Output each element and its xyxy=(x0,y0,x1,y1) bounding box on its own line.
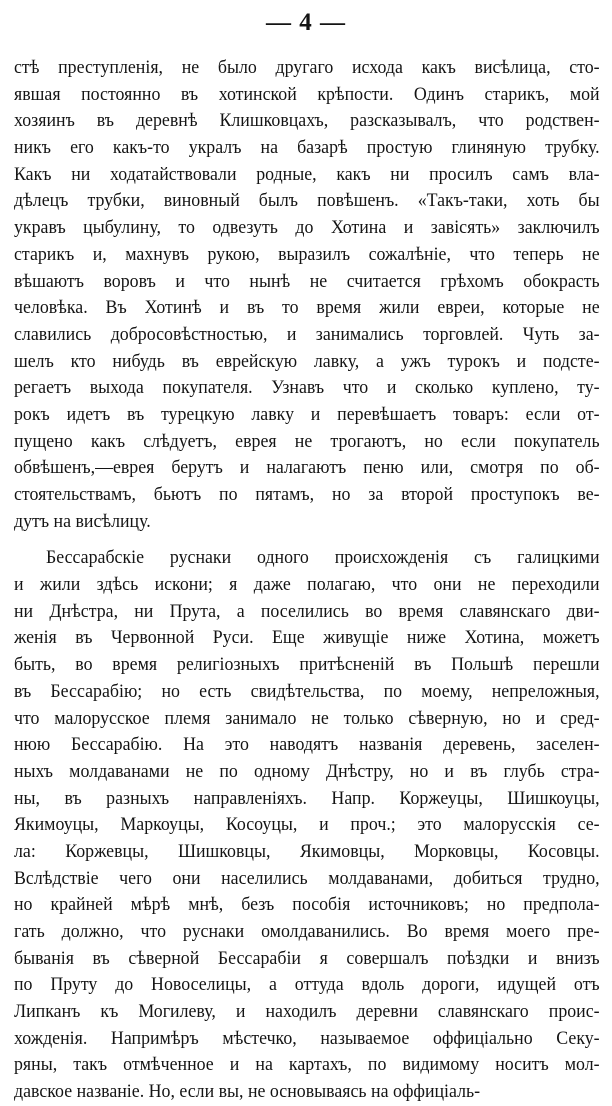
text-line: шелъ кто нибудь въ еврейскую лавку, а ужъ турокъ и подсте- xyxy=(14,350,600,372)
body-text xyxy=(14,55,600,1106)
text-line: никъ его какъ-то укралъ на базарѣ простую глиняную трубку. xyxy=(14,137,600,159)
text-line: ряны, такъ отмѣченное и на картахъ, по видимому носитъ мол- xyxy=(14,1054,600,1076)
text-line: пущено какъ слѣдуетъ, еврея не трогаютъ, но если покупатель xyxy=(14,430,600,452)
text-line: нюю Бессарабію. На это наводятъ названія деревень, заселен- xyxy=(14,734,600,756)
text-line: быть, во время религіозныхъ притѣсненій въ Польшѣ перешли xyxy=(14,654,600,676)
text-line: Какъ ни ходатайствовали родные, какъ ни просилъ самъ вла- xyxy=(14,163,600,185)
text-line: ла: Коржевцы, Шишковцы, Якимовцы, Морковцы, Косовцы. xyxy=(14,840,600,862)
text-line: ныхъ молдаванами не по одному Днѣстру, но и въ глубь стра- xyxy=(14,760,600,782)
text-line: хожденія. Напримѣръ мѣстечко, называемое оффиціально Секу- xyxy=(14,1027,600,1049)
text-line: славились добросовѣстностью, и занимались торговлей. Чуть за- xyxy=(14,323,600,345)
paragraph-gap xyxy=(14,535,600,545)
text-line: хозяинъ въ деревнѣ Клишковцахъ, разсказывалъ, что родствен- xyxy=(14,110,600,132)
text-line: давское названіе. Но, если вы, не основываясь на оффиціаль- xyxy=(14,1081,481,1103)
paragraph xyxy=(14,545,600,1105)
text-line: дутъ на висѣлицу. xyxy=(14,510,151,532)
text-line: что малорусское племя занимало не только сѣверную, но и сред- xyxy=(14,707,600,729)
text-line: въ Бессарабію; но есть свидѣтельства, по моему, непреложныя, xyxy=(14,680,600,702)
text-line: и жили здѣсь искони; я даже полагаю, что они не переходили xyxy=(14,574,600,596)
text-line: рокъ идетъ въ турецкую лавку и перевѣшаетъ товаръ: если от- xyxy=(14,403,600,425)
text-line: Вслѣдствіе чего они населились молдаванами, добиться трудно, xyxy=(14,867,600,889)
text-line: дѣлецъ трубки, виновный былъ повѣшенъ. «Такъ-таки, хоть бы xyxy=(14,190,600,212)
text-line: Липканъ къ Могилеву, и находилъ деревни славянскаго проис- xyxy=(14,1001,600,1023)
text-line: Бессарабскіе руснаки одного происхожденія съ галицкими xyxy=(45,547,600,569)
text-line: ни Днѣстра, ни Прута, а поселились во время славянскаго дви- xyxy=(14,600,600,622)
text-line: ны, въ разныхъ направленіяхъ. Напр. Коржеуцы, Шишкоуцы, xyxy=(14,787,600,809)
text-line: человѣка. Въ Хотинѣ и въ то время жили евреи, которые не xyxy=(14,297,600,319)
text-line: вѣшаютъ воровъ и что нынѣ не считается грѣхомъ обокрасть xyxy=(14,270,600,292)
text-line: гать должно, что руснаки омолдаванились. Во время моего пре- xyxy=(14,921,600,942)
text-line: женія въ Червонной Руси. Еще живущіе ниже Хотина, можетъ xyxy=(14,627,600,649)
text-line: укравъ цыбулину, то одвезуть до Хотина и завісять» заключилъ xyxy=(14,217,600,239)
text-line: Якимоуцы, Маркоуцы, Косоуцы, и проч.; это малорусскія се- xyxy=(14,814,600,836)
text-line: регаетъ выхода покупателя. Узнавъ что и сколько куплено, ту- xyxy=(14,377,600,399)
page-number: — 4 — xyxy=(266,9,346,36)
text-line: быванія въ сѣверной Бессарабіи я совершалъ поѣздки и внизъ xyxy=(14,947,600,969)
text-line: по Пруту до Новоселицы, а оттуда вдоль дороги, идущей отъ xyxy=(14,974,600,996)
paragraph xyxy=(14,55,600,535)
text-line: стоятельствамъ, бьютъ по пятамъ, но за второй проступокъ ве- xyxy=(14,484,600,505)
text-line: явшая постоянно въ хотинской крѣпости. Одинъ старикъ, мой xyxy=(14,83,600,105)
text-line: стѣ преступленія, не было другаго исхода какъ висѣлица, сто- xyxy=(14,57,600,78)
text-line: но крайней мѣрѣ мнѣ, безъ пособія источниковъ; но предпола- xyxy=(14,894,600,916)
text-line: обвѣшенъ,—еврея берутъ и налагаютъ пеню или, смотря по об- xyxy=(14,457,600,479)
text-line: старикъ и, махнувъ рукою, выразилъ сожалѣніе, что теперь не xyxy=(14,243,600,265)
